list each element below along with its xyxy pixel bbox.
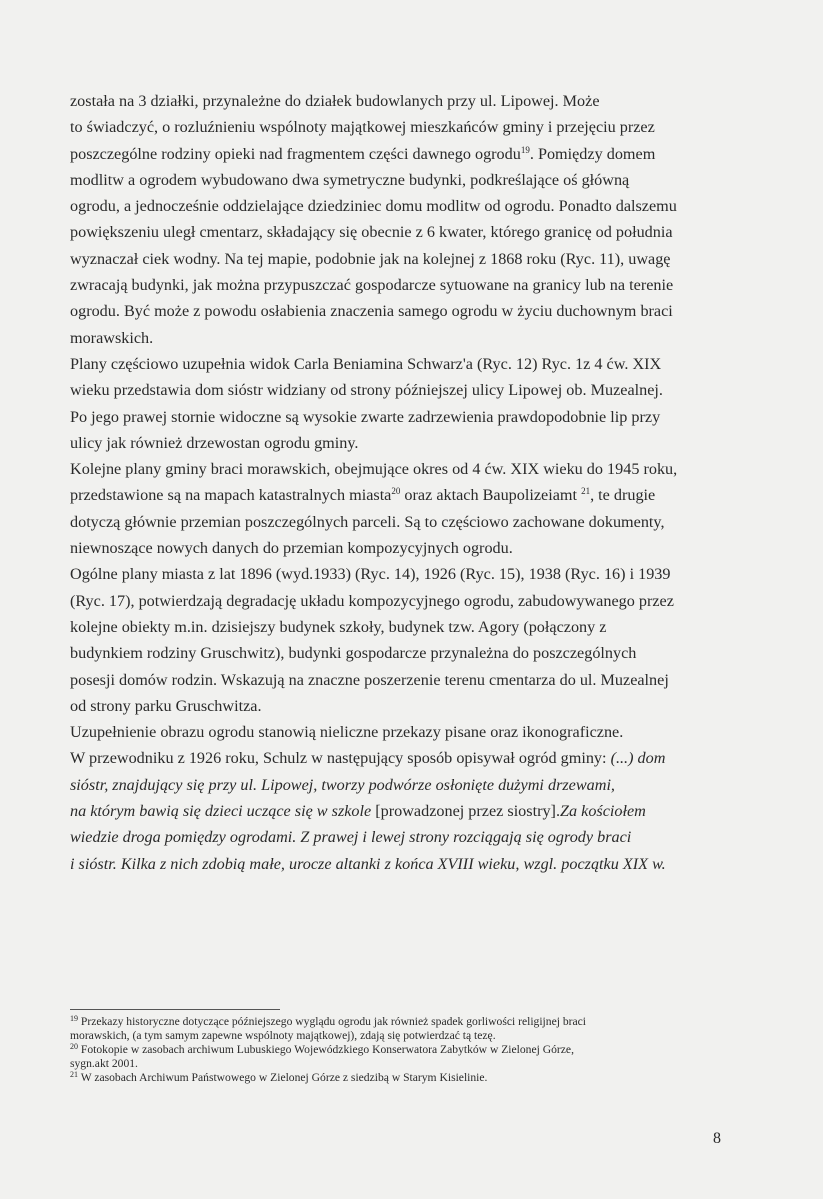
- footnote-text: Fotokopie w zasobach archiwum Lubuskiego Wojewódzkiego Konserwatora Zabytków w Zielonej Górze,: [80, 1043, 574, 1056]
- text-line: ulicy jak również drzewostan ogrodu gminy.: [70, 433, 359, 452]
- footnotes: [70, 1015, 750, 1085]
- text-line: [70, 745, 750, 771]
- text-segment: [prowadzonej przez siostry].: [375, 802, 560, 821]
- quote-line: sióstr, znajdujący się przy ul. Lipowej, tworzy podwórze osłonięte dużymi drzewami,: [70, 775, 615, 794]
- footnote-number: 19: [70, 1014, 78, 1023]
- text-line: od strony parku Gruschwitza.: [70, 696, 262, 715]
- footnote-divider: [70, 1009, 280, 1010]
- text-segment: oraz aktach Baupolizeiamt: [400, 486, 582, 505]
- text-segment: poszczególne rodziny opieki nad fragmentem części dawnego ogrodu: [70, 144, 521, 163]
- footnote-ref: 20: [391, 486, 401, 497]
- text-line: Uzupełnienie obrazu ogrodu stanowią nieliczne przekazy pisane oraz ikonograficzne.: [70, 723, 624, 742]
- quote-segment: Za kościołem: [560, 802, 646, 821]
- quote-segment: (...) dom: [610, 749, 666, 768]
- text-line: [70, 141, 750, 167]
- text-line: dotyczą głównie przemian poszczególnych parceli. Są to częściowo zachowane dokumenty,: [70, 512, 665, 531]
- footnote-ref: 19: [520, 144, 530, 155]
- text-line: Ogólne plany miasta z lat 1896 (wyd.1933) (Ryc. 14), 1926 (Ryc. 15), 1938 (Ryc. 16) i 1939: [70, 565, 671, 584]
- text-line: zwracają budynki, jak można przypuszczać gospodarcze sytuowane na granicy lub na terenie: [70, 276, 674, 295]
- quote-line: i sióstr. Kilka z nich zdobią małe, urocze altanki z końca XVIII wieku, wzgl. początku XIX w.: [70, 854, 666, 873]
- body-text: [70, 88, 750, 877]
- footnote-number: 21: [70, 1070, 78, 1079]
- text-line: Kolejne plany gminy braci morawskich, obejmujące okres od 4 ćw. XIX wieku do 1945 roku,: [70, 460, 678, 479]
- page-number: 8: [713, 1130, 721, 1147]
- text-line: Plany częściowo uzupełnia widok Carla Beniamina Schwarz'a (Ryc. 12) Ryc. 1z 4 ćw. XIX: [70, 354, 662, 373]
- text-line: kolejne obiekty m.in. dzisiejszy budynek szkoły, budynek tzw. Agory (połączony z: [70, 617, 607, 636]
- text-line: wieku przedstawia dom sióstr widziany od strony późniejszej ulicy Lipowej ob. Muzealnej.: [70, 381, 663, 400]
- text-line: Po jego prawej stornie widoczne są wysokie zwarte zadrzewienia prawdopodobnie lip przy: [70, 407, 661, 426]
- footnote-number: 20: [70, 1042, 78, 1051]
- quote-line: wiedzie droga pomiędzy ogrodami. Z prawej i lewej strony rozciągają się ogrody braci: [70, 828, 632, 847]
- footnote-text: W zasobach Archiwum Państwowego w Zielonej Górze z siedzibą w Starym Kisielinie.: [80, 1071, 488, 1084]
- text-segment: W przewodniku z 1926 roku, Schulz w następujący sposób opisywał ogród gminy:: [70, 749, 611, 768]
- text-line: morawskich.: [70, 328, 154, 347]
- text-line: powiększeniu uległ cmentarz, składający się obecnie z 6 kwater, którego granicę od południa: [70, 223, 673, 242]
- text-line: budynkiem rodziny Gruschwitz), budynki gospodarcze przynależna do poszczególnych: [70, 644, 637, 663]
- text-line: wyznaczał ciek wodny. Na tej mapie, podobnie jak na kolejnej z 1868 roku (Ryc. 11), uwagę: [70, 249, 671, 268]
- footnote-line: [70, 1071, 750, 1085]
- footnote-text: Przekazy historyczne dotyczące późniejszego wyglądu ogrodu jak również spadek gorliwości religijnej braci: [80, 1015, 587, 1028]
- text-segment: . Pomiędzy domem: [529, 144, 656, 163]
- footnote-line: morawskich, (a tym samym zapewne wspólnoty majątkowej), zdają się potwierdzać tą tezę.: [70, 1029, 496, 1042]
- text-line: niewnoszące nowych danych do przemian kompozycyjnych ogrodu.: [70, 539, 513, 558]
- text-line: (Ryc. 17), potwierdzają degradację układu kompozycyjnego ogrodu, zabudowywanego przez: [70, 591, 674, 610]
- text-line: została na 3 działki, przynależne do działek budowlanych przy ul. Lipowej. Może: [70, 92, 600, 110]
- quote-segment: na którym bawią się dzieci uczące się w szkole: [70, 802, 376, 821]
- text-segment: przedstawione są na mapach katastralnych miasta: [70, 486, 392, 505]
- text-line: [70, 482, 750, 508]
- footnote-line: [70, 1015, 750, 1029]
- text-line: posesji domów rodzin. Wskazują na znaczne poszerzenie terenu cmentarza do ul. Muzealnej: [70, 670, 669, 689]
- footnote-line: [70, 1043, 750, 1057]
- text-line: modlitw a ogrodem wybudowano dwa symetryczne budynki, podkreślające oś główną: [70, 170, 630, 189]
- text-segment: , te drugie: [590, 486, 656, 505]
- footnote-line: sygn.akt 2001.: [70, 1057, 138, 1070]
- footnote-ref: 21: [581, 486, 591, 497]
- text-line: to świadczyć, o rozluźnieniu wspólnoty majątkowej mieszkańców gminy i przejęciu przez: [70, 118, 655, 137]
- text-line: ogrodu, a jednocześnie oddzielające dziedziniec domu modlitw od ogrodu. Ponadto dalszemu: [70, 197, 677, 216]
- text-line: [70, 798, 750, 824]
- text-line: ogrodu. Być może z powodu osłabienia znaczenia samego ogrodu w życiu duchownym braci: [70, 302, 673, 321]
